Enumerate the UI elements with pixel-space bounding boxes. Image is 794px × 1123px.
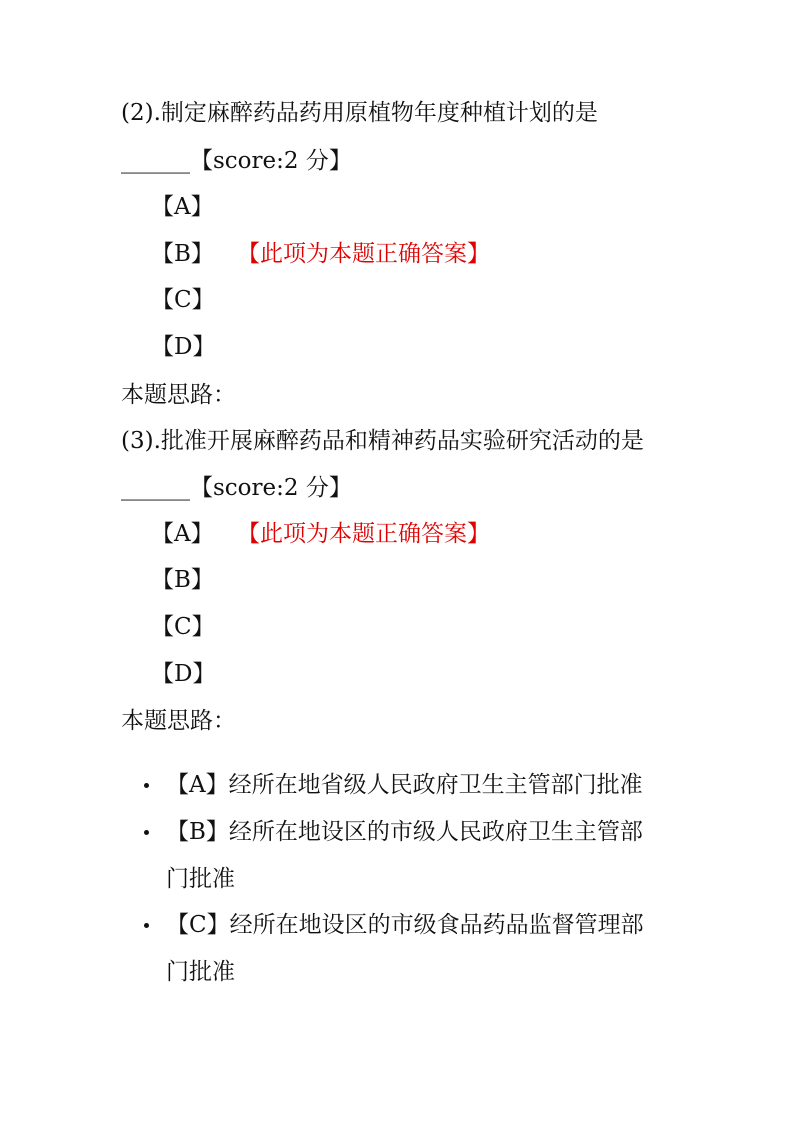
question-3-stem: (3).批准开展麻醉药品和精神药品实验研究活动的是 — [121, 428, 644, 454]
question-2-stem: (2).制定麻醉药品药用原植物年度种植计划的是 — [121, 100, 598, 126]
question-2-blank-score: ______【score:2 分】 — [121, 148, 352, 174]
bullet-continuation: 门批准 — [166, 959, 235, 985]
bullet-dot-icon — [144, 923, 149, 928]
option-letter: 【A】 — [151, 194, 214, 220]
question-2-analysis-label: 本题思路： — [121, 382, 236, 408]
option-letter: 【C】 — [151, 614, 215, 640]
question-3-analysis-label: 本题思路： — [121, 708, 236, 734]
bullet-text: 【B】经所在地设区的市级人民政府卫生主管部 — [166, 819, 643, 845]
question-2-option-b[interactable] — [151, 239, 490, 269]
question-2-option-c[interactable] — [151, 285, 237, 315]
option-letter: 【B】 — [151, 241, 214, 267]
bullet-text: 【A】经所在地省级人民政府卫生主管部门批准 — [166, 772, 643, 798]
option-letter: 【A】 — [151, 521, 214, 547]
option-letter: 【B】 — [151, 567, 214, 593]
question-2-option-a[interactable] — [151, 192, 237, 222]
question-3-option-b[interactable] — [151, 565, 237, 595]
correct-answer-note: 【此项为本题正确答案】 — [237, 241, 490, 267]
option-letter: 【D】 — [151, 661, 216, 687]
question-2-option-d[interactable] — [151, 332, 237, 362]
question-3-option-c[interactable] — [151, 612, 237, 642]
option-letter: 【C】 — [151, 287, 215, 313]
question-3-option-a[interactable] — [151, 519, 490, 549]
bullet-continuation: 门批准 — [166, 866, 235, 892]
bullet-dot-icon — [144, 830, 149, 835]
option-letter: 【D】 — [151, 334, 216, 360]
question-3-option-d[interactable] — [151, 659, 237, 689]
bullet-text: 【C】经所在地设区的市级食品药品监督管理部 — [166, 912, 644, 938]
question-3-blank-score: ______【score:2 分】 — [121, 475, 352, 501]
correct-answer-note: 【此项为本题正确答案】 — [237, 521, 490, 547]
bullet-dot-icon — [144, 783, 149, 788]
